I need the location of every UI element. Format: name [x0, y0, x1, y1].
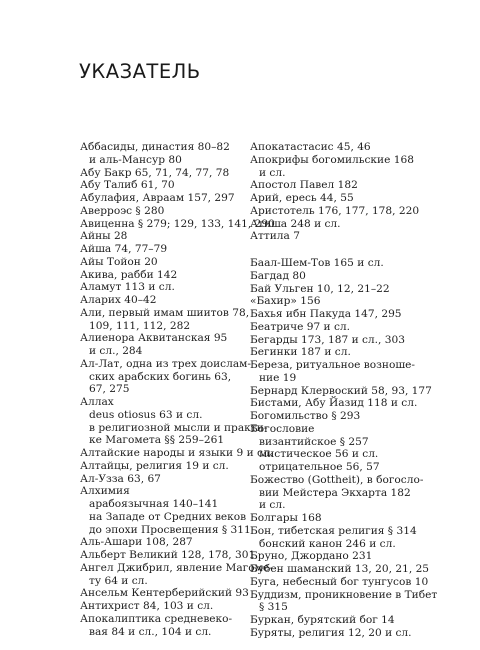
index-entry: Авиценна § 279; 129, 133, 141, 290 — [80, 217, 275, 230]
index-entry: Аверроэс § 280 — [80, 204, 165, 217]
index-entry: Бегарды 173, 187 и сл., 303 — [250, 333, 405, 346]
index-subentry: и сл. — [259, 499, 286, 512]
index-entry: Аларих 40–42 — [80, 294, 157, 306]
index-entry: Алхимия — [80, 485, 130, 498]
index-subentry: мистическое 56 и сл. — [259, 448, 379, 461]
index-entry: Бруно, Джордано 231 — [250, 550, 373, 563]
index-subentry: § 315 — [259, 601, 288, 614]
index-subentry: арабоязычная 140–141 — [89, 498, 219, 510]
index-entry: Аламут 113 и сл. — [80, 281, 175, 294]
index-entry: Алтайцы, религия 19 и сл. — [80, 459, 229, 472]
index-entry: Бахья ибн Пакуда 147, 295 — [250, 308, 402, 320]
index-entry: Айны 28 — [80, 230, 128, 243]
index-entry: Абу Бакр 65, 71, 74, 77, 78 — [80, 166, 230, 179]
index-subentry: вая 84 и сл., 104 и сл. — [89, 625, 212, 638]
index-entry: Аллах — [80, 396, 114, 408]
index-entry: Абу Талиб 61, 70 — [80, 179, 175, 192]
index-entry: Али, первый имам шиитов 78, — [80, 306, 250, 319]
index-entry: Ангел Джибрил, явление Магомe- — [80, 561, 273, 574]
index-group-a — [250, 141, 430, 243]
index-entry: Аббасиды, династия 80–82 — [80, 141, 230, 153]
index-subentry: византийское § 257 — [259, 435, 369, 448]
index-entry: Богомильство § 293 — [250, 410, 361, 422]
index-entry: Береза, ритуальное вознoше- — [250, 359, 416, 371]
index-column-right — [250, 141, 438, 640]
index-entry: Атиша 248 и сл. — [250, 217, 341, 230]
index-entry: Альберт Великий 128, 178, 301 — [80, 549, 256, 561]
index-entry: Буряты, религия 12, 20 и сл. — [250, 626, 412, 639]
index-entry: Апокрифы богомильские 168 — [250, 153, 414, 166]
index-entry: Богословие — [250, 422, 315, 435]
index-entry: Беатриче 97 и сл. — [250, 320, 351, 333]
index-entry: Ал-Лат, одна из трех доислам- — [80, 357, 251, 370]
index-entry: Буга, небесный бог тунгусов 10 — [250, 575, 429, 588]
index-subentry: ние 19 — [259, 371, 297, 384]
page-title: УКАЗАТЕЛЬ — [79, 60, 201, 83]
index-entry: Алтайские народы и языки 9 и сл. — [80, 447, 274, 459]
index-entry: Бистами, Абу Йазид 118 и сл. — [250, 397, 418, 410]
index-entry: Бубен шаманский 13, 20, 21, 25 — [250, 563, 430, 575]
index-entry: Аристотель 176, 177, 178, 220 — [250, 204, 420, 217]
index-entry: Абулафия, Авраам 157, 297 — [80, 192, 235, 204]
group-gap — [250, 243, 430, 257]
index-entry: Арий, ересь 44, 55 — [250, 192, 354, 204]
index-entry: Акива, рабби 142 — [80, 268, 178, 281]
index-entry: Апокатастасис 45, 46 — [250, 141, 371, 153]
index-entry: Антихрист 84, 103 и сл. — [80, 600, 214, 612]
index-entry: «Бахир» 156 — [250, 295, 321, 308]
index-group-b — [250, 257, 438, 640]
index-entry: Айы Тойон 20 — [80, 255, 158, 268]
index-subentry: 109, 111, 112, 282 — [89, 319, 191, 332]
index-entry: Ал-Узза 63, 67 — [80, 472, 161, 485]
index-subentry: на Западе от Средних веков — [89, 510, 247, 523]
index-entry: Бегинки 187 и сл. — [250, 346, 351, 359]
index-subentry: вии Мейстера Экхарта 182 — [259, 486, 411, 499]
index-subentry: ке Магомета §§ 259–261 — [89, 434, 225, 447]
index-entry: Бернард Клервоский 58, 93, 177 — [250, 384, 432, 397]
index-entry: Аль-Ашари 108, 287 — [80, 536, 193, 549]
index-subentry: в религиозной мысли и практи- — [89, 421, 268, 434]
index-entry: Алиенора Аквитанская 95 — [80, 332, 228, 345]
index-subentry: ту 64 и сл. — [89, 574, 148, 587]
index-entry: Божество (Gottheit), в богосло- — [250, 473, 424, 486]
index-entry: Багдад 80 — [250, 269, 306, 282]
index-subentry: и аль-Мансур 80 — [89, 153, 182, 166]
index-subentry: и сл., 284 — [89, 345, 143, 357]
index-subentry: ских арабских богинь 63, — [89, 370, 232, 383]
index-entry: Бон, тибетская религия § 314 — [250, 524, 417, 537]
index-entry: Бай Ульген 10, 12, 21–22 — [250, 282, 390, 295]
index-subentry: бонский канон 246 и сл. — [259, 537, 396, 550]
index-subentry: отрицательное 56, 57 — [259, 461, 380, 473]
index-entry: Болгары 168 — [250, 512, 322, 524]
index-entry: Апокалиптика средневеко- — [80, 612, 233, 625]
index-subentry: 67, 275 — [89, 383, 130, 396]
index-entry: Апостол Павел 182 — [250, 179, 358, 192]
index-subentry: deus otiosus 63 и сл. — [89, 408, 203, 421]
index-entry: Айша 74, 77–79 — [80, 243, 168, 255]
index-entry: Баал-Шем-Тов 165 и сл. — [250, 257, 384, 269]
index-entry: Буркан, бурятский бог 14 — [250, 614, 395, 626]
index-entry: Ансельм Кентерберийский 93 — [80, 587, 249, 600]
index-subentry: до эпохи Просвещения § 311 — [89, 523, 251, 536]
index-entry: Аттила 7 — [250, 230, 300, 243]
index-subentry: и сл. — [259, 166, 286, 179]
index-entry: Буддизм, проникновение в Тибет — [250, 588, 438, 601]
